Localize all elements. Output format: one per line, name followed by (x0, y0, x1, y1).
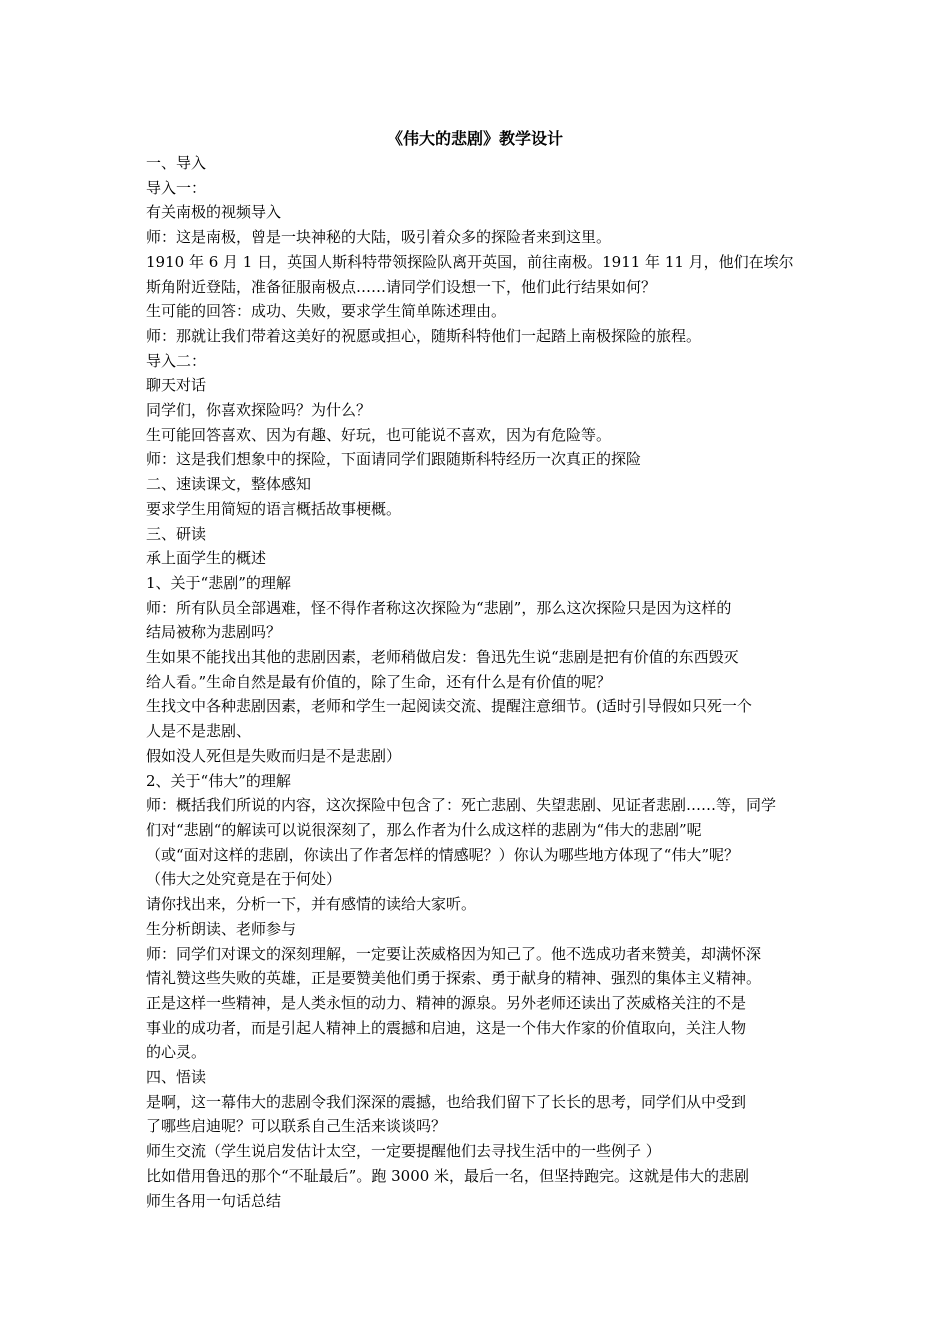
paragraph-line: （伟大之处究竟是在于何处） (146, 870, 342, 889)
paragraph-line: 师生各用一句话总结 (146, 1191, 282, 1210)
paragraph-line: 1910 年 6 月 1 日，英国人斯科特带领探险队离开英国，前往南极。1911 年 11 月，他们在埃尔 (146, 252, 794, 271)
paragraph-line: 生分析朗读、老师参与 (146, 919, 297, 938)
paragraph-line: 有关南极的视频导入 (146, 203, 282, 222)
paragraph-line: 正是这样一些精神，是人类永恒的动力、精神的源泉。另外老师还读出了茨威格关注的不是 (146, 993, 747, 1012)
document-body (146, 151, 816, 1213)
paragraph-line: 情礼赞这些失败的英雄，正是要赞美他们勇于探索、勇于献身的精神、强烈的集体主义精神。 (146, 969, 762, 988)
section-heading: 一、导入 (146, 154, 207, 172)
paragraph-line: 事业的成功者，而是引起人精神上的震撼和启迪，这是一个伟大作家的价值取向，关注人物 (146, 1018, 747, 1037)
paragraph-line: 请你找出来，分析一下，并有感情的读给大家听。 (146, 895, 477, 914)
paragraph-line: 聊天对话 (146, 376, 207, 395)
section-heading: 2、关于“伟大”的理解 (146, 771, 291, 790)
paragraph-line: 们对“悲剧“的解读可以说很深刻了，那么作者为什么成这样的悲剧为“伟大的悲剧”呢 (146, 820, 702, 839)
paragraph-line: 结局被称为悲剧吗？ (146, 623, 282, 642)
paragraph-line: 师：同学们对课文的深刻理解，一定要让茨威格因为知己了。他不选成功者来赞美，却满怀深 (146, 944, 762, 963)
paragraph-line: 师：所有队员全部遇难，怪不得作者称这次探险为“悲剧”，那么这次探险只是因为这样的 (146, 598, 732, 617)
paragraph-line: 生找文中各种悲剧因素，老师和学生一起阅读交流、提醒注意细节。(适时引导假如只死一个 (146, 697, 752, 716)
paragraph-line: 同学们，你喜欢探险吗？为什么？ (146, 401, 372, 420)
paragraph-line: 生如果不能找出其他的悲剧因素，老师稍做启发：鲁迅先生说“悲剧是把有价值的东西毁灭 (146, 648, 739, 667)
paragraph-line: 给人看。”生命自然是最有价值的，除了生命，还有什么是有价值的呢？ (146, 672, 612, 691)
paragraph-line: 要求学生用简短的语言概括故事梗概。 (146, 499, 402, 518)
section-heading: 导入一： (146, 178, 207, 197)
paragraph-line: 了哪些启迪呢？可以联系自己生活来谈谈吗？ (146, 1117, 447, 1136)
paragraph-line: 师：这是我们想象中的探险，下面请同学们跟随斯科特经历一次真正的探险 (146, 450, 642, 469)
section-heading: 导入二： (146, 351, 207, 370)
section-heading: 三、研读 (146, 524, 207, 543)
paragraph-line: 比如借用鲁迅的那个“不耻最后”。跑 3000 米，最后一名，但坚持跑完。这就是伟大的悲剧 (146, 1166, 750, 1185)
section-heading: 四、悟读 (146, 1068, 207, 1087)
paragraph-line: 师生交流（学生说启发估计太空，一定要提醒他们去寻找生活中的一些例子 ） (146, 1142, 661, 1161)
paragraph-line: 师：概括我们所说的内容，这次探险中包含了：死亡悲剧、失望悲剧、见证者悲剧……等，同学 (146, 796, 777, 815)
paragraph-line: 人是不是悲剧、 (146, 722, 252, 741)
paragraph-line: 的心灵。 (146, 1043, 207, 1062)
paragraph-line: 承上面学生的概述 (146, 549, 267, 568)
paragraph-line: 斯角附近登陆，准备征服南极点……请同学们设想一下，他们此行结果如何？ (146, 277, 657, 296)
paragraph-line: 师：这是南极，曾是一块神秘的大陆，吸引着众多的探险者来到这里。 (146, 228, 612, 247)
paragraph-line: 生可能回答喜欢、因为有趣、好玩，也可能说不喜欢，因为有危险等。 (146, 425, 612, 444)
paragraph-line: 生可能的回答：成功、失败，要求学生简单陈述理由。 (146, 302, 507, 321)
paragraph-line: 师：那就让我们带着这美好的祝愿或担心，随斯科特他们一起踏上南极探险的旅程。 (146, 326, 702, 345)
paragraph-line: （或“面对这样的悲剧，你读出了作者怎样的情感呢？）你认为哪些地方体现了“伟大”呢？ (146, 845, 740, 864)
section-heading: 二、速读课文，整体感知 (146, 475, 312, 494)
document-title: 《伟大的悲剧》教学设计 (386, 129, 563, 148)
paragraph-line: 假如没人死但是失败而归是不是悲剧） (146, 746, 402, 765)
section-heading: 1、关于“悲剧”的理解 (146, 573, 291, 592)
paragraph-line: 是啊，这一幕伟大的悲剧令我们深深的震撼，也给我们留下了长长的思考，同学们从中受到 (146, 1092, 747, 1111)
